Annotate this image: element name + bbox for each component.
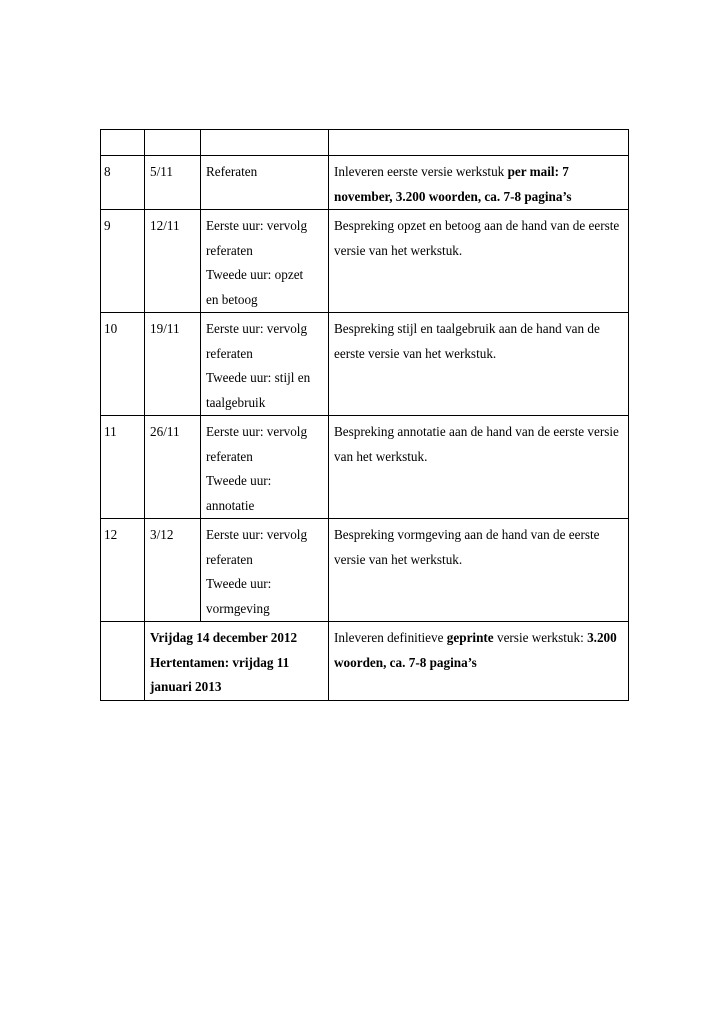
- date-cell: 19/11: [145, 313, 201, 416]
- week-cell: 8: [101, 156, 145, 210]
- topic-line: Eerste uur: vervolg: [206, 424, 308, 439]
- schedule-table: [100, 129, 629, 701]
- deadline-cell: [145, 622, 329, 701]
- topic-cell: [201, 156, 329, 210]
- week-cell: 9: [101, 210, 145, 313]
- date-cell: 26/11: [145, 416, 201, 519]
- topic-cell: [201, 519, 329, 622]
- note-emphasis: geprinte: [446, 630, 494, 645]
- topic-line: Tweede uur: opzet: [206, 267, 304, 282]
- final-deadline-row: [101, 622, 629, 701]
- note-cell: Bespreking vormgeving aan de hand van de eerste versie van het werkstuk.: [329, 519, 629, 622]
- note-emphasis: per mail: 7 november, 3.200 woorden, ca. 7-8 pagina’s: [334, 164, 572, 204]
- week-cell: 12: [101, 519, 145, 622]
- topic-line: Tweede uur:: [206, 576, 272, 591]
- table-row: [101, 313, 629, 416]
- table-header-row: [101, 130, 629, 156]
- topic-line: Eerste uur: vervolg: [206, 321, 308, 336]
- topic-line: taalgebruik: [206, 394, 266, 410]
- header-cell: [101, 130, 145, 156]
- note-text: Inleveren eerste versie werkstuk: [334, 164, 508, 179]
- topic-line: referaten: [206, 345, 253, 361]
- topic-line: en betoog: [206, 291, 258, 307]
- topic-line: Referaten: [206, 164, 258, 179]
- note-cell: Bespreking stijl en taalgebruik aan de hand van de eerste versie van het werkstuk.: [329, 313, 629, 416]
- note-text: versie werkstuk:: [493, 630, 588, 645]
- note-text: Inleveren definitieve: [334, 630, 447, 645]
- topic-cell: [201, 313, 329, 416]
- topic-line: referaten: [206, 242, 253, 258]
- topic-cell: [201, 210, 329, 313]
- topic-line: Tweede uur: stijl en: [206, 370, 311, 385]
- header-cell: [201, 130, 329, 156]
- topic-line: referaten: [206, 551, 253, 567]
- table-row: [101, 519, 629, 622]
- table-row: [101, 416, 629, 519]
- header-cell: [329, 130, 629, 156]
- note-cell: Bespreking annotatie aan de hand van de eerste versie van het werkstuk.: [329, 416, 629, 519]
- topic-line: Tweede uur:: [206, 473, 272, 488]
- date-cell: 3/12: [145, 519, 201, 622]
- table-row: [101, 210, 629, 313]
- topic-line: vormgeving: [206, 600, 270, 616]
- header-cell: [145, 130, 201, 156]
- note-emphasis: 3.200 woorden, ca. 7-8 pagina’s: [334, 630, 617, 670]
- week-cell: 10: [101, 313, 145, 416]
- date-cell: 12/11: [145, 210, 201, 313]
- week-cell: 11: [101, 416, 145, 519]
- topic-line: referaten: [206, 448, 253, 464]
- topic-line: Eerste uur: vervolg: [206, 527, 308, 542]
- note-cell: Bespreking opzet en betoog aan de hand van de eerste versie van het werkstuk.: [329, 210, 629, 313]
- topic-line: annotatie: [206, 497, 255, 513]
- topic-cell: [201, 416, 329, 519]
- deadline-line: Hertentamen: vrijdag 11 januari 2013: [150, 654, 290, 694]
- topic-line: Eerste uur: vervolg: [206, 218, 308, 233]
- deadline-line: Vrijdag 14 december 2012: [150, 630, 298, 645]
- note-cell: [329, 156, 629, 210]
- table-row: [101, 156, 629, 210]
- final-note-cell: [329, 622, 629, 701]
- empty-cell: [101, 622, 145, 701]
- date-cell: 5/11: [145, 156, 201, 210]
